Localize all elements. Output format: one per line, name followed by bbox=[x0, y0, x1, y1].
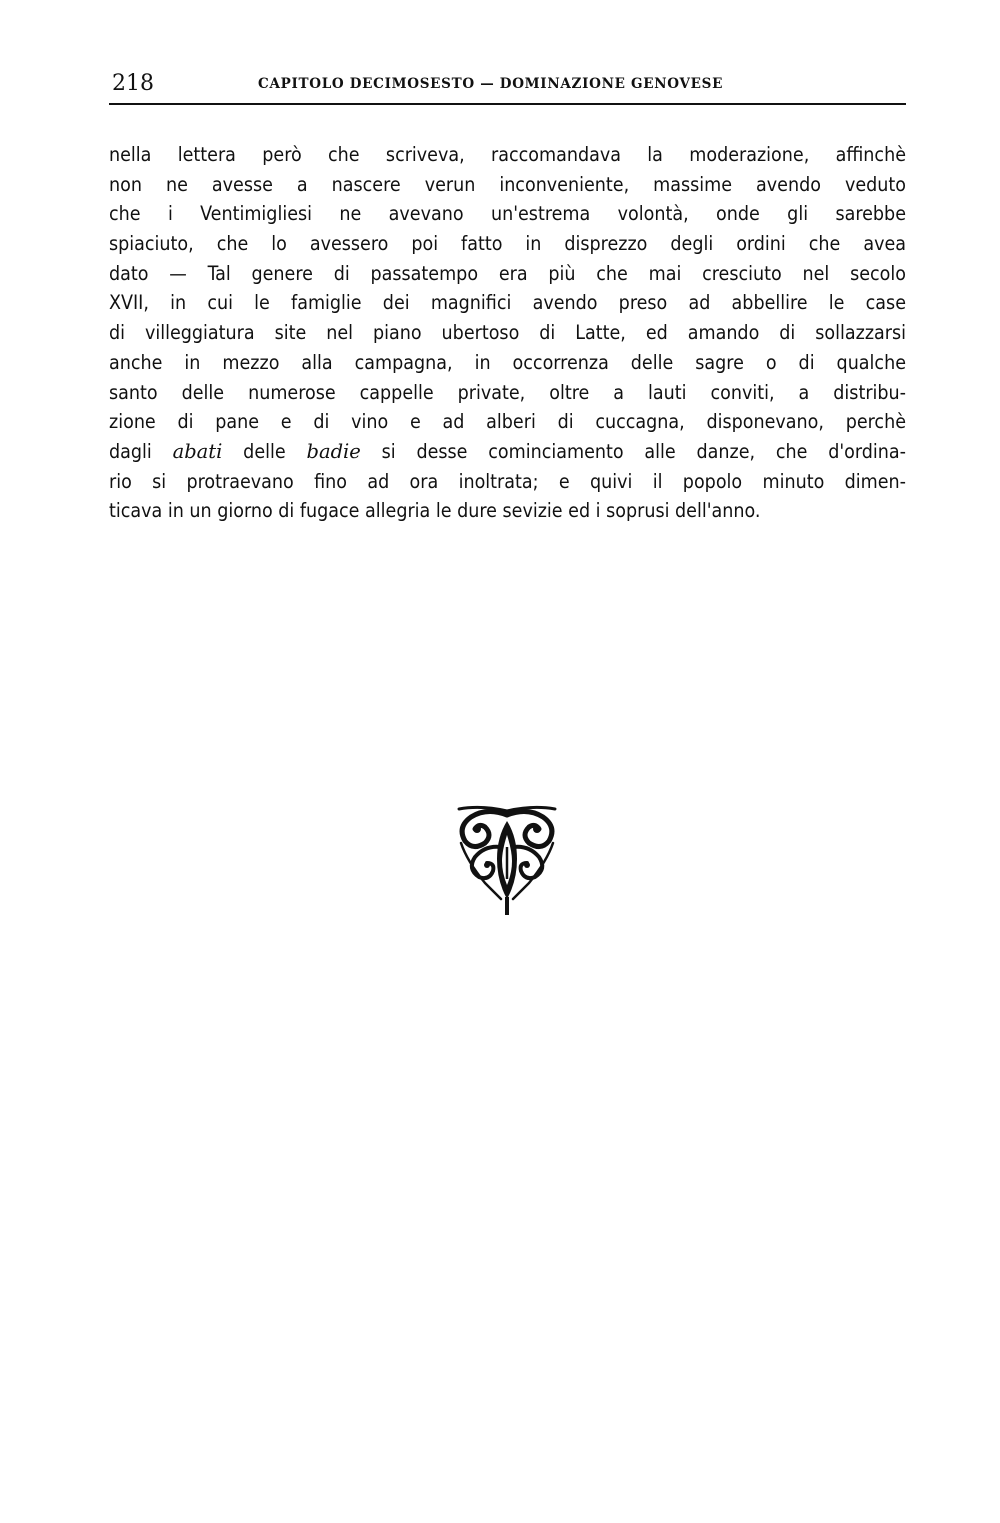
text-line: santo delle numerose cappelle private, oltre a lauti conviti, a distribu- bbox=[109, 380, 906, 404]
text-line: nella lettera però che scriveva, raccomandava la moderazione, affinchè bbox=[109, 143, 906, 166]
text-line: ticava in un giorno di fugace allegria le dure sevizie ed i soprusi dell'anno. bbox=[109, 499, 761, 523]
body-text bbox=[109, 140, 906, 526]
text-line: spiaciuto, che lo avessero poi fatto in disprezzo degli ordini che avea bbox=[109, 232, 906, 256]
italic-word-abati: abati bbox=[172, 439, 223, 463]
header-rule bbox=[109, 103, 906, 105]
text-line: dato — Tal genere di passatempo era più che mai cresciuto nel secolo bbox=[109, 261, 906, 285]
text-line: rio si protraevano fino ad ora inoltrata; e quivi il popolo minuto dimen- bbox=[109, 469, 906, 493]
fleuron-ornament-icon bbox=[451, 803, 563, 918]
text-line: XVII, in cui le famiglie dei magnifici avendo preso ad abbellire le case bbox=[109, 291, 906, 315]
text-line: di villeggiatura site nel piano ubertoso di Latte, ed amando di sollazzarsi bbox=[109, 321, 906, 345]
running-head: CAPITOLO DECIMOSESTO — DOMINAZIONE GENOVESE bbox=[258, 76, 724, 92]
text-line: dagli abati delle badie si desse cominciamento alle danze, che d'ordina- bbox=[109, 439, 906, 463]
page-number: 218 bbox=[112, 71, 154, 96]
italic-word-badie: badie bbox=[306, 439, 361, 463]
text-line: zione di pane e di vino e ad alberi di cuccagna, disponevano, perchè bbox=[109, 410, 906, 434]
text-line: non ne avesse a nascere verun inconveniente, massime avendo veduto bbox=[109, 172, 906, 196]
text-line: anche in mezzo alla campagna, in occorrenza delle sagre o di qualche bbox=[109, 350, 906, 374]
text-line: che i Ventimigliesi ne avevano un'estrema volontà, onde gli sarebbe bbox=[109, 202, 906, 226]
